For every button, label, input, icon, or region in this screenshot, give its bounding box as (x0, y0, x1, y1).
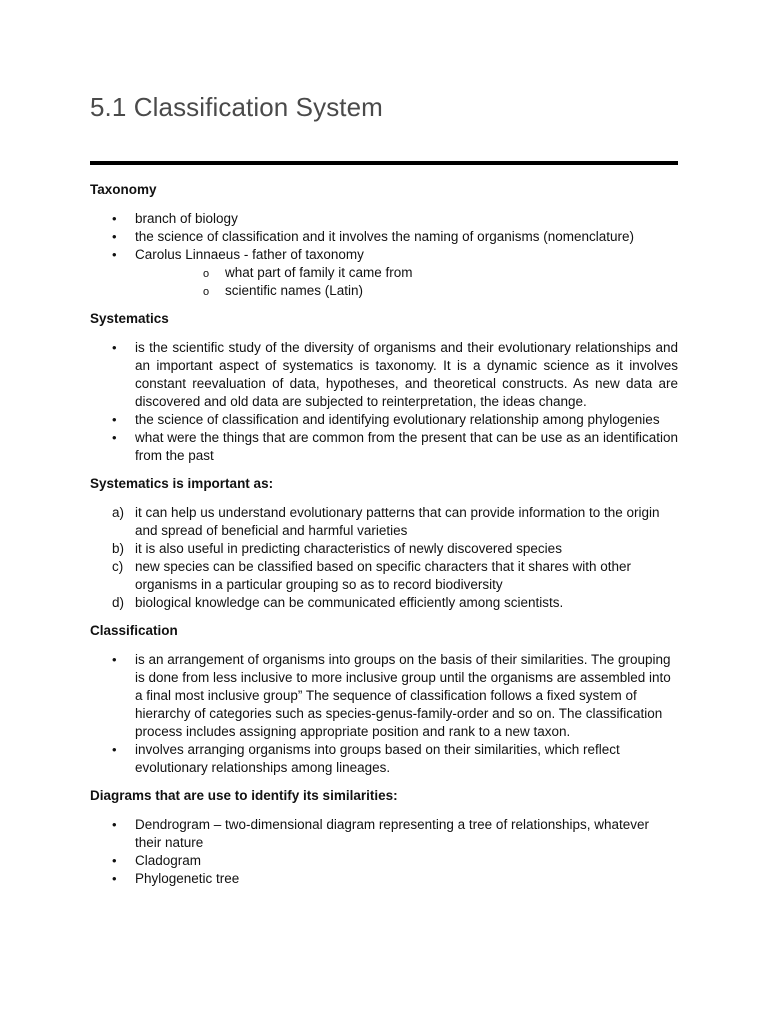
page-title: 5.1 Classification System (90, 92, 383, 122)
sub-list-item (90, 264, 678, 282)
list-item-text: Cladogram (135, 853, 202, 868)
sub-list-item-text: scientific names (Latin) (225, 283, 364, 298)
list-letter: c) (112, 559, 124, 574)
list-item (90, 504, 678, 540)
section-heading-classification: Classification (90, 623, 178, 638)
taxonomy-sublist (90, 264, 678, 300)
bullet-icon: • (112, 853, 117, 868)
section-heading-taxonomy: Taxonomy (90, 182, 157, 197)
list-item-text: it is also useful in predicting characteristics of newly discovered species (135, 541, 562, 556)
list-item (90, 339, 678, 411)
list-item (90, 246, 678, 264)
section-classification (90, 622, 678, 777)
list-letter: d) (112, 595, 125, 610)
sub-list-item (90, 282, 678, 300)
list-item-text: the science of classification and it involves the naming of organisms (nomenclature) (135, 229, 634, 244)
diagrams-list (90, 816, 678, 888)
section-heading-systematics: Systematics (90, 311, 169, 326)
list-item-text: new species can be classified based on specific characters that it shares with other organisms in a particular grouping so as to record biodiversity (135, 559, 632, 592)
bullet-icon: • (112, 340, 117, 355)
list-item-text: the science of classification and identifying evolutionary relationship among phylogenies (135, 412, 660, 427)
section-heading-importance: Systematics is important as: (90, 476, 274, 491)
section-taxonomy (90, 181, 678, 300)
list-item-text: it can help us understand evolutionary patterns that can provide information to the origin and spread of beneficial and harmful varieties (135, 505, 660, 538)
circle-bullet-icon: o (203, 286, 210, 298)
bullet-icon: • (112, 871, 117, 886)
bullet-icon: • (112, 229, 117, 244)
circle-bullet-icon: o (203, 268, 210, 280)
list-item-text: Dendrogram – two-dimensional diagram representing a tree of relationships, whatever their nature (135, 817, 650, 850)
list-item (90, 558, 678, 594)
bullet-icon: • (112, 247, 117, 262)
list-letter: a) (112, 505, 125, 520)
taxonomy-list (90, 210, 678, 264)
section-diagrams (90, 787, 678, 888)
section-importance (90, 475, 678, 612)
bullet-icon: • (112, 211, 117, 226)
bullet-icon: • (112, 412, 117, 427)
document-body (90, 181, 678, 898)
list-letter: b) (112, 541, 125, 556)
list-item (90, 411, 678, 429)
list-item-text: branch of biology (135, 211, 238, 226)
section-systematics (90, 310, 678, 465)
list-item-text: what were the things that are common from the present that can be use as an identification from the past (135, 430, 678, 463)
sub-list-item-text: what part of family it came from (225, 265, 413, 280)
list-item (90, 228, 678, 246)
bullet-icon: • (112, 430, 117, 445)
list-item (90, 651, 678, 741)
list-item (90, 429, 678, 465)
list-item-text: Phylogenetic tree (135, 871, 240, 886)
list-item (90, 852, 678, 870)
bullet-icon: • (112, 817, 117, 832)
list-item (90, 210, 678, 228)
classification-list (90, 651, 678, 777)
bullet-icon: • (112, 742, 117, 757)
list-item-text: is the scientific study of the diversity of organisms and their evolutionary relationships and an important aspect of systematics is taxonomy. It is a dynamic science as it involves constant reevaluation of data, hypotheses, and theoretical constructs. As new data are discovered and old data are subjected to reinterpretation, the ideas change. (135, 340, 678, 409)
importance-list (90, 504, 678, 612)
list-item (90, 594, 678, 612)
list-item (90, 870, 678, 888)
list-item (90, 816, 678, 852)
list-item-text: biological knowledge can be communicated efficiently among scientists. (135, 595, 564, 610)
list-item-text: Carolus Linnaeus - father of taxonomy (135, 247, 364, 262)
systematics-list (90, 339, 678, 465)
list-item-text: involves arranging organisms into groups based on their similarities, which reflect evolutionary relationships among lineages. (135, 742, 620, 775)
list-item (90, 741, 678, 777)
bullet-icon: • (112, 652, 117, 667)
list-item-text: is an arrangement of organisms into groups on the basis of their similarities. The grouping is done from less inclusive to more inclusive group until the organisms are assembled into a final most inclusive group” The sequence of classification follows a fixed system of hierarchy of categories such as species-genus-family-order and so on. The classification process includes assigning appropriate position and rank to a new taxon. (135, 652, 671, 739)
list-item (90, 540, 678, 558)
title-rule (90, 161, 678, 165)
section-heading-diagrams: Diagrams that are use to identify its similarities: (90, 788, 398, 803)
